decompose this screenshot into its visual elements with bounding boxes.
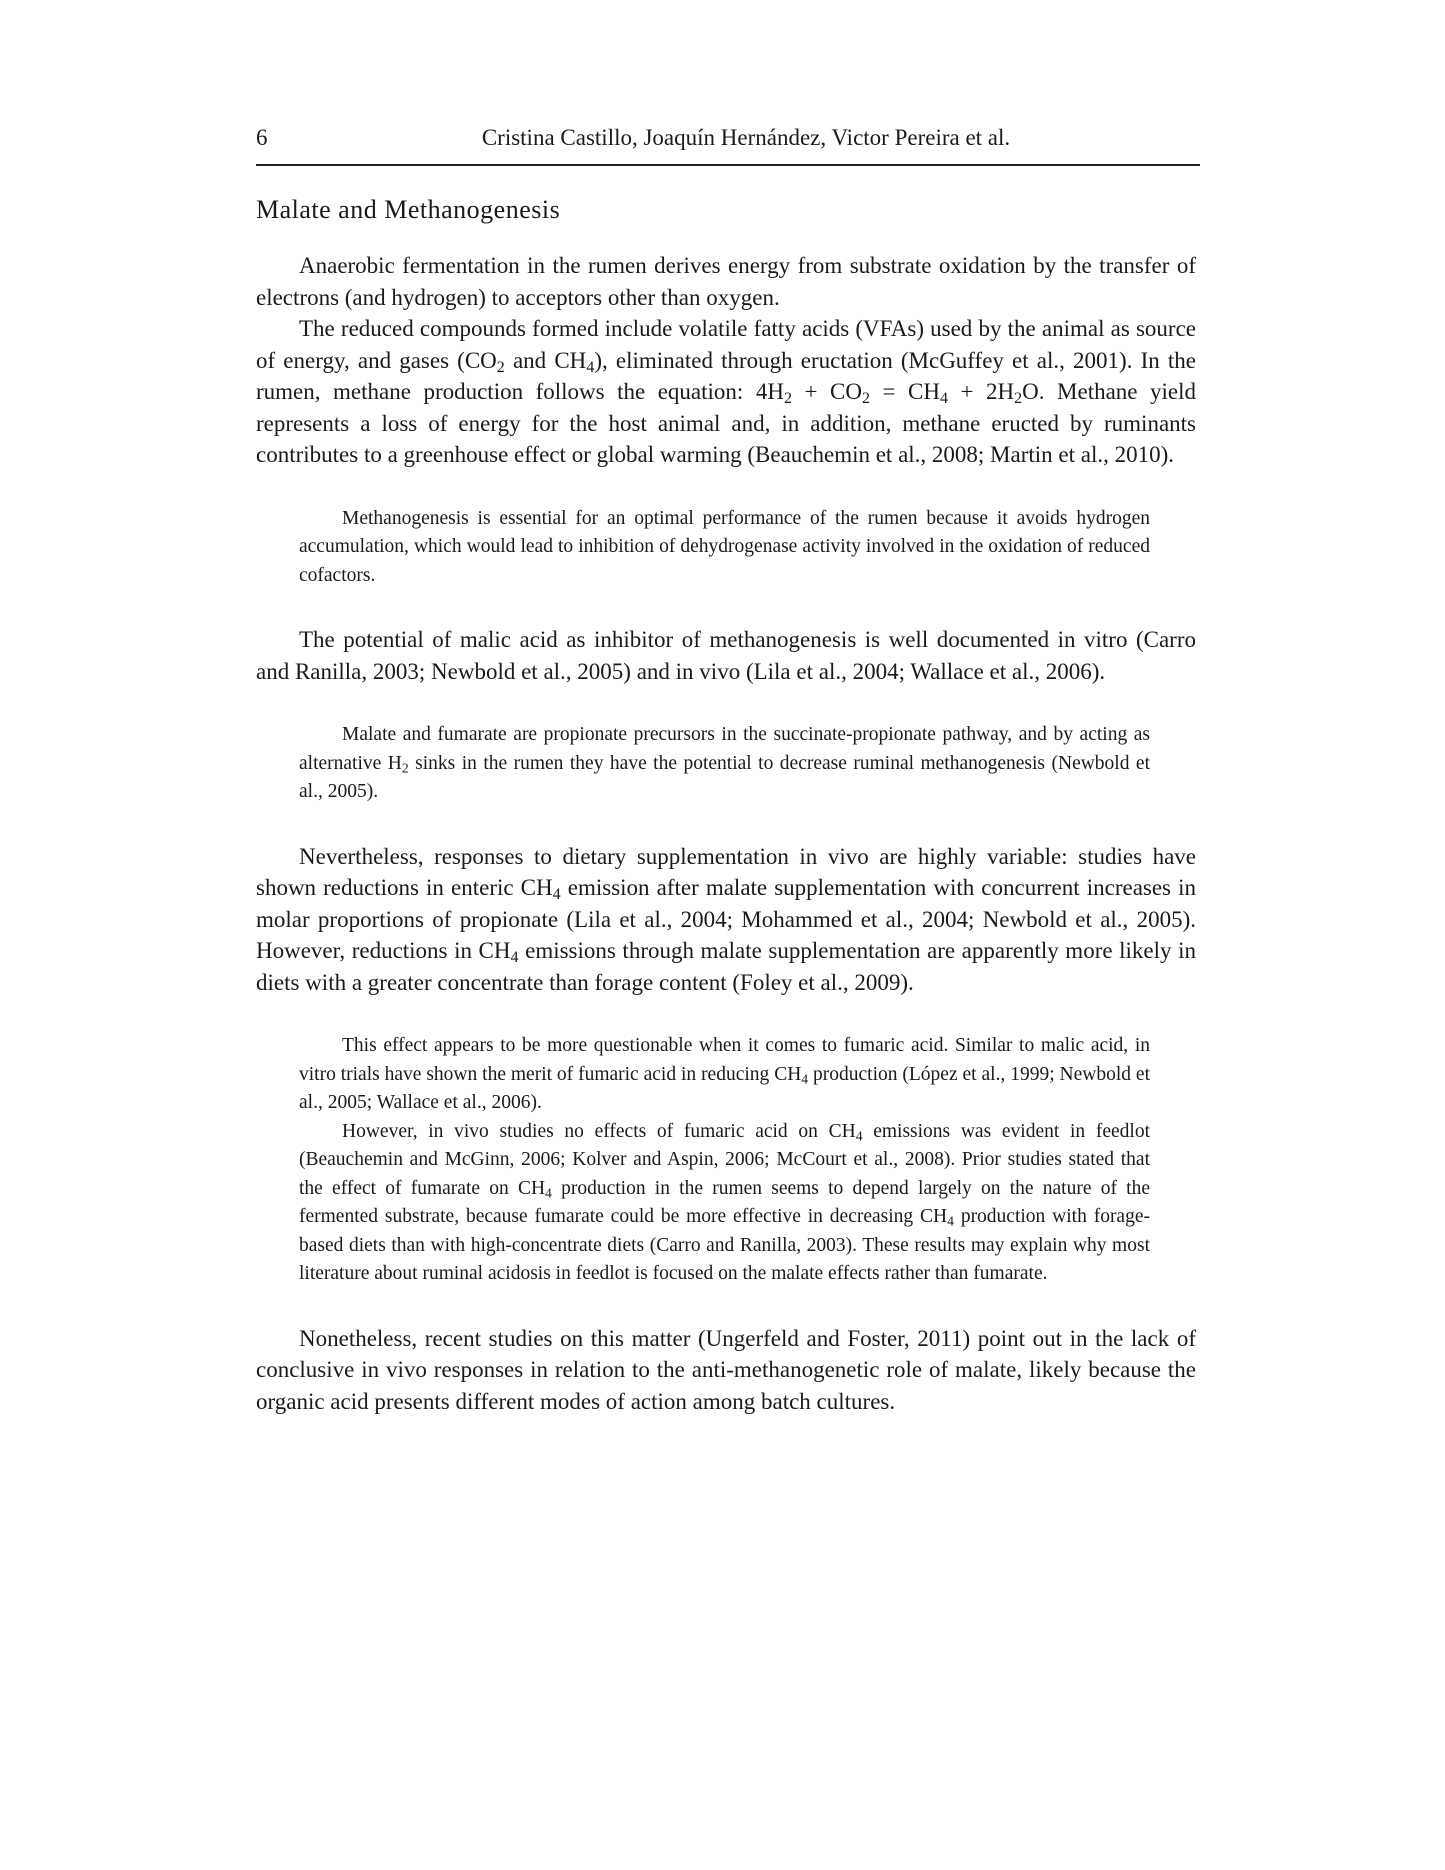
block-quote (299, 1032, 1150, 1289)
subscript: 4 (552, 886, 561, 904)
subscript: 4 (545, 1184, 552, 1200)
page-number: 6 (256, 125, 268, 150)
section-heading: Malate and Methanogenesis (256, 195, 561, 224)
body-paragraph: Nonetheless, recent studies on this matter (Ungerfeld and Foster, 2011) point out in the lack of conclusive in vivo responses in relation to the anti-methanogenetic role of malate, likely because the organic acid presents different modes of action among batch cultures. (256, 1325, 1196, 1414)
subscript: 4 (801, 1070, 809, 1086)
subscript: 4 (510, 949, 519, 967)
body-paragraph: Anaerobic fermentation in the rumen derives energy from substrate oxidation by the transfer of electrons (and hydrogen) to acceptors other than oxygen. (256, 253, 1196, 310)
subscript: 2 (1014, 390, 1023, 408)
running-authors: Cristina Castillo, Joaquín Hernández, Victor Pereira et al. (481, 125, 1011, 150)
body-paragraph: The reduced compounds formed include volatile fatty acids (VFAs) used by the animal as source of energy, and gases ($CO_2$ and $CH_4$), eliminated through eructation (McGuffey et al., 2001). In the rumen, methane production follows the equation: $4H_2 + CO_2 = CH_4 + 2H_2O$. Methane yield represents a loss of energy for the host animal and, in addition, methane eructed by ruminants contributes to a greenhouse effect or global warming (Beauchemin et al., 2008; Martin et al., 2010). (256, 316, 1196, 467)
subscript: 4 (947, 1213, 954, 1229)
subscript: 2 (496, 358, 505, 376)
quote-paragraph: Malate and fumarate are propionate precursors in the succinate-propionate pathway, and by acting as alternative $H_2$ sinks in the rumen they have the potential to decrease ruminal methanogenesis (Newbold et al., 2005). (299, 724, 1151, 802)
running-header (256, 124, 1196, 164)
block-quote (299, 505, 1150, 591)
quote-paragraph: Methanogenesis is essential for an optimal performance of the rumen because it avoids hydrogen accumulation, which would lead to inhibition of dehydrogenase activity involved in the oxidation of reduced cofactors. (299, 507, 1150, 586)
body-paragraph: Nevertheless, responses to dietary supplementation in vivo are highly variable: studies have shown reductions in enteric $CH_4$ emission after malate supplementation with concurrent increases in molar proportions of propionate (Lila et al., 2004; Mohammed et al., 2004; Newbold et al., 2005). However, reductions in $CH_4$ emissions through malate supplementation are apparently more likely in diets with a greater concentrate than forage content (Foley et al., 2009). (256, 843, 1196, 995)
subscript: 4 (939, 390, 948, 408)
subscript: 2 (401, 759, 409, 775)
quote-paragraph: This effect appears to be more questionable when it comes to fumaric acid. Similar to malic acid, in vitro trials have shown the merit of fumaric acid in reducing $CH_4$ production (López et al., 1999; Newbold et al., 2005; Wallace et al., 2006). (299, 1035, 1150, 1113)
block-quote (299, 721, 1150, 807)
page (256, 124, 1196, 1417)
subscript: 2 (861, 390, 870, 408)
subscript: 2 (783, 390, 792, 408)
quote-paragraph: However, in vivo studies no effects of fumaric acid on $CH_4$ emissions was evident in feedlot (Beauchemin and McGinn, 2006; Kolver and Aspin, 2006; McCourt et al., 2008). Prior studies stated that the effect of fumarate on $CH_4$ production in the rumen seems to depend largely on the nature of the fermented substrate, because fumarate could be more effective in decreasing $CH_4$ production with forage-based diets than with high-concentrate diets (Carro and Ranilla, 2003). These results may explain why most literature about ruminal acidosis in feedlot is focused on the malate effects rather than fumarate. (299, 1120, 1150, 1284)
subscript: 4 (586, 358, 595, 376)
header-rule (256, 164, 1200, 166)
subscript: 4 (855, 1127, 863, 1143)
body-paragraph: The potential of malic acid as inhibitor of methanogenesis is well documented in vitro (Carro and Ranilla, 2003; Newbold et al., 2005) and in vivo (Lila et al., 2004; Wallace et al., 2006). (256, 627, 1196, 684)
